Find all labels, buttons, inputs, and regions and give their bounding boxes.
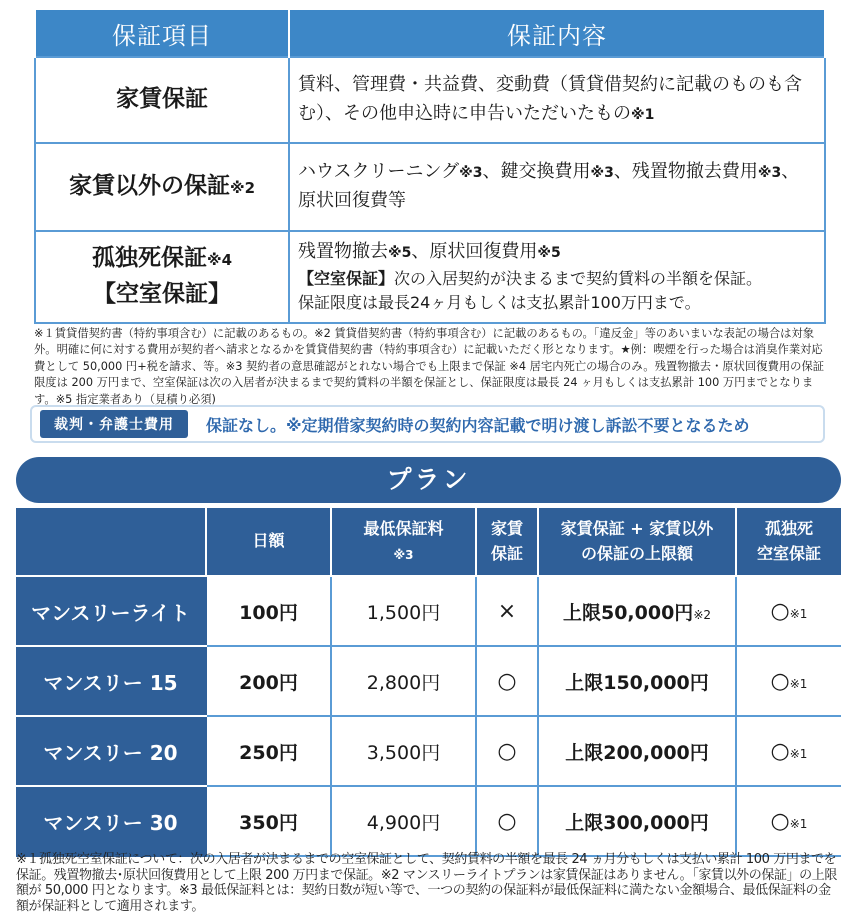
plan-row-30 bbox=[16, 786, 841, 856]
plan-limit bbox=[538, 786, 736, 856]
plan-header-note: ※3 bbox=[393, 547, 414, 562]
plan-minimum: 1,500円 bbox=[331, 576, 476, 646]
plan-limit bbox=[538, 716, 736, 786]
coverage-desc-text: 、残置物撤去費用 bbox=[613, 161, 758, 183]
coverage-desc-text: 残置物撤去 bbox=[298, 240, 388, 262]
coverage-table bbox=[34, 8, 826, 324]
plan-lonely-note: ※1 bbox=[789, 816, 808, 831]
coverage-row-rent bbox=[35, 57, 825, 143]
plan-limit-value: 上限300,000円 bbox=[565, 811, 709, 834]
coverage-vacancy-label: 【空室保証】 bbox=[298, 268, 395, 288]
coverage-desc-note: ※3 bbox=[590, 165, 614, 182]
coverage-desc-other bbox=[289, 143, 825, 231]
legal-fee-text: 保証なし。※定期借家契約時の契約内容記載で明け渡し訴訟不要となるため bbox=[206, 415, 750, 435]
plan-header-minimum bbox=[331, 508, 476, 576]
plan-minimum: 4,900円 bbox=[331, 786, 476, 856]
legal-fee-box bbox=[30, 405, 825, 443]
plan-row-20 bbox=[16, 716, 841, 786]
plan-lonely-circle-icon: ○ bbox=[770, 668, 790, 694]
plan-daily: 200円 bbox=[206, 646, 331, 716]
plan-lonely-note: ※1 bbox=[789, 606, 808, 621]
plan-header-text: 孤独死 bbox=[764, 518, 813, 538]
plan-header-text: 日額 bbox=[252, 531, 285, 551]
plan-header-rent bbox=[476, 508, 538, 576]
coverage-desc-note: ※5 bbox=[388, 244, 412, 261]
plan-daily: 100円 bbox=[206, 576, 331, 646]
plan-daily: 250円 bbox=[206, 716, 331, 786]
coverage-header-row bbox=[35, 9, 825, 57]
plan-lonely bbox=[736, 576, 841, 646]
plan-limit bbox=[538, 576, 736, 646]
coverage-desc-text: 、鍵交換費用 bbox=[482, 161, 591, 183]
plan-limit-note: ※2 bbox=[693, 607, 712, 622]
plan-lonely bbox=[736, 716, 841, 786]
coverage-item-note: ※4 bbox=[206, 251, 233, 270]
coverage-desc-lonely bbox=[289, 231, 825, 323]
plan-daily: 350円 bbox=[206, 786, 331, 856]
coverage-header-item: 保証項目 bbox=[35, 9, 289, 57]
plan-table bbox=[16, 508, 841, 857]
plan-header-blank bbox=[16, 508, 206, 576]
coverage-desc-text: 賃料、管理費・共益費、変動費（賃貸借契約に記載のものも含む）、その他申込時に申告いただいたもの bbox=[298, 74, 802, 124]
plan-row-light bbox=[16, 576, 841, 646]
coverage-item-lonely bbox=[35, 231, 289, 323]
plan-lonely-note: ※1 bbox=[789, 746, 808, 761]
coverage-item-label: 孤独死保証 bbox=[91, 245, 207, 272]
coverage-footnote: ※１賃貸借契約書（特約事項含む）に記載のあるもの。※2 賃貸借契約書（特約事項含む）に記載のあるもの。「違反金」等のあいまいな表記の場合は対象外。明確に何に対する費用が契約者へ請求となるかを賃貸借契約書（特約事項含む）に記載いただく形となります。★例：喫煙を行った場合は消臭作業対応費として 50,000 円+税を請求、等。※3 契約者の意思確認がとれない場合でも上限まで保証 ※4 居宅内死亡の場合のみ。残置物撤去・原状回復費用の保証限度は 200 万円まで、空室保証は次の入居者が決まるまで契約賃料の半額を保証とし、保証限度は最長 24 ヶ月もしくは支払累計 100 万円までとなります。※5 指定業者あり（見積り必須) bbox=[34, 327, 825, 406]
plan-rent-circle-icon: ○ bbox=[476, 646, 538, 716]
coverage-desc-note: ※5 bbox=[537, 244, 561, 261]
plan-name: マンスリー 30 bbox=[16, 786, 206, 856]
coverage-desc-note: ※3 bbox=[757, 165, 782, 182]
plan-header-text: の保証の上限額 bbox=[580, 543, 693, 563]
coverage-item-other bbox=[35, 143, 289, 231]
plan-lonely-circle-icon: ○ bbox=[770, 808, 790, 834]
plan-header-row bbox=[16, 508, 841, 576]
plan-rent-cross-icon: × bbox=[476, 576, 538, 646]
plan-header-text: 家賃保証 + 家賃以外 bbox=[560, 518, 714, 538]
plan-header-text: 保証 bbox=[490, 543, 523, 563]
coverage-desc-text: ハウスクリーニング bbox=[298, 161, 460, 183]
plan-name: マンスリーライト bbox=[16, 576, 206, 646]
coverage-desc-limit: 保証限度は最長24ヶ月もしくは支払累計100万円まで。 bbox=[298, 293, 701, 313]
plan-header-text: 家賃 bbox=[490, 518, 523, 538]
plan-rent-circle-icon: ○ bbox=[476, 716, 538, 786]
plan-header-limit bbox=[538, 508, 736, 576]
plan-lonely bbox=[736, 786, 841, 856]
plan-lonely-circle-icon: ○ bbox=[770, 738, 790, 764]
plan-limit bbox=[538, 646, 736, 716]
coverage-row-lonely bbox=[35, 231, 825, 323]
plan-header-daily bbox=[206, 508, 331, 576]
coverage-item-rent bbox=[35, 57, 289, 143]
coverage-item-label: 家賃以外の保証 bbox=[68, 173, 230, 200]
plan-row-15 bbox=[16, 646, 841, 716]
coverage-row-other bbox=[35, 143, 825, 231]
coverage-item-label-vacancy: 【空室保証】 bbox=[93, 281, 231, 307]
coverage-desc-note: ※3 bbox=[459, 165, 483, 182]
plan-footnote: ※１孤独死空室保証について：次の入居者が決まるまでの空室保証として、契約賃料の半額を最長 24 ヵ月分もしくは支払い累計 100 万円までを保証。残置物撤去･原状回復費用として上限 200 万円まで保証。※2 マンスリーライトプランは家賃保証はありません。「家賃以外の保証」の上限額が 50,000 円となります。※3 最低保証料とは：契約日数が短い等で、一つの契約の保証料が最低保証料に満たない金額場合、最低保証料の金額が保証料として適用されます。 bbox=[16, 852, 837, 914]
plan-rent-circle-icon: ○ bbox=[476, 786, 538, 856]
plan-lonely-circle-icon: ○ bbox=[770, 598, 790, 624]
coverage-desc-text: 次の入居契約が決まるまで契約賃料の半額を保証。 bbox=[394, 268, 763, 288]
coverage-item-note: ※2 bbox=[229, 179, 256, 198]
plan-header-text: 最低保証料 bbox=[363, 518, 444, 538]
plan-limit-value: 上限200,000円 bbox=[565, 741, 709, 764]
plan-name: マンスリー 20 bbox=[16, 716, 206, 786]
plan-minimum: 3,500円 bbox=[331, 716, 476, 786]
plan-lonely-note: ※1 bbox=[789, 676, 808, 691]
coverage-desc-text: 、原状回復費等 bbox=[298, 161, 800, 211]
plan-header-text: 空室保証 bbox=[756, 543, 821, 563]
plan-limit-value: 上限50,000円 bbox=[562, 601, 694, 624]
plan-minimum: 2,800円 bbox=[331, 646, 476, 716]
plan-lonely bbox=[736, 646, 841, 716]
coverage-item-label: 家賃保証 bbox=[116, 86, 208, 113]
coverage-header-content: 保証内容 bbox=[289, 9, 825, 57]
coverage-desc-text: 、原状回復費用 bbox=[411, 240, 538, 262]
plan-header-lonely bbox=[736, 508, 841, 576]
coverage-desc-rent bbox=[289, 57, 825, 143]
coverage-desc-note: ※1 bbox=[631, 107, 655, 123]
plan-name: マンスリー 15 bbox=[16, 646, 206, 716]
plan-limit-value: 上限150,000円 bbox=[565, 671, 709, 694]
legal-fee-label: 裁判・弁護士費用 bbox=[40, 410, 188, 438]
plan-title: プラン bbox=[16, 457, 841, 503]
